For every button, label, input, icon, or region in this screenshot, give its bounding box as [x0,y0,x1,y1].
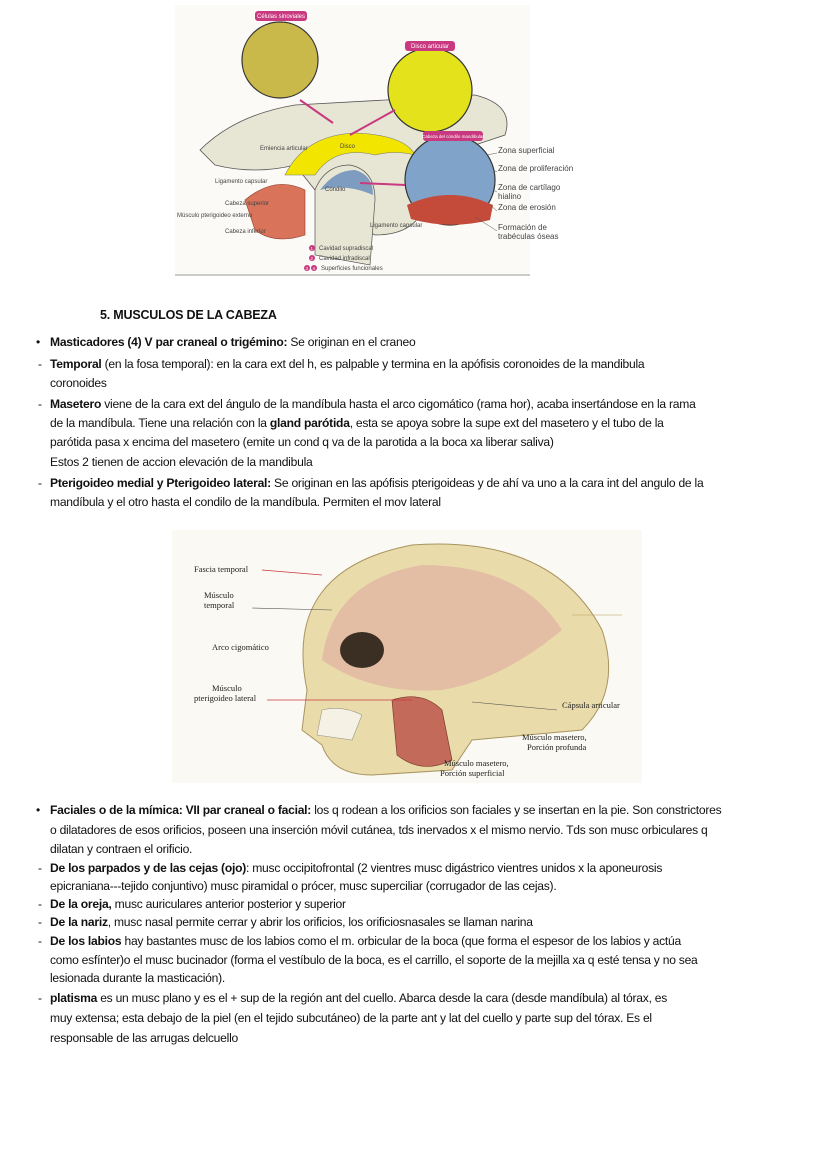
text-line [50,356,644,372]
text-line [50,475,703,491]
circle-label: Cabeza del cóndilo mandibular [422,134,484,139]
legend-number: 1 [310,246,314,251]
label-eminencia: Emiencia articular [260,146,308,152]
text-line [50,933,681,949]
text-line [50,914,533,930]
text-segment: viene de la cara ext del ángulo de la mandíbula hasta el arco cigomático (rama hor), acaba insertándose en la rama [101,397,696,411]
dash-marker: - [38,915,42,929]
label-masetero-superficial: Músculo masetero, [444,758,509,768]
legend-item: Cavidad supradiscal [319,246,374,252]
label-masetero-profunda: Músculo masetero, [522,732,587,742]
text-line [50,878,556,894]
text-line [50,1030,238,1046]
text-line [50,860,662,876]
text-segment: o dilatadores de esos orificios, poseen una inserción móvil cutánea, tds inervados x el mismo nervio. Tds son musc orbiculares q [50,823,708,837]
dash-marker: - [38,991,42,1005]
bullet-marker: • [36,803,41,817]
label-zona-superficial: Zona superficial [498,146,555,155]
label-zona-cartilago-hialino: Zona de cartílago hialino [498,183,561,201]
dash-marker: - [38,357,42,371]
label-formacion-trabeculas: Formación de trabéculas óseas [498,223,559,241]
text-line [50,334,415,350]
bold-term: Pterigoideo medial y Pterigoideo lateral: [50,476,271,490]
text-segment: es un musc plano y es el + sup de la región ant del cuello. Abarca desde la cara (desde mandíbula) al tórax, es [97,991,668,1005]
label-cabeza-superior: Cabeza superior [225,201,270,207]
text-segment: , esta se apoya sobre la supe ext del masetero y el tubo de la [349,416,664,430]
bold-term: Faciales o de la mímica: VII par craneal o facial: [50,803,312,817]
bold-term: Masticadores (4) V par craneal o trigémino: [50,335,288,349]
text-line [50,841,192,857]
text-segment: epicraniana---tejido conjuntivo) musc piramidal o prócer, musc superciliar (corrugador de las cejas). [50,879,557,893]
dash-marker: - [38,934,42,948]
text-segment: Se originan en el craneo [287,335,416,349]
dash-marker: - [38,476,42,490]
text-line [50,970,225,986]
text-line [50,494,441,510]
label-zona-proliferacion: Zona de proliferación [498,164,574,173]
text-line [50,396,696,412]
legend-item: Superficies funcionales [321,266,383,272]
text-line [50,990,667,1006]
label-pterigoideo-lateral: Músculo [212,683,242,693]
label-masetero-superficial: Porción superficial [440,768,505,778]
bold-term: gland parótida [269,416,350,430]
text-segment: lesionada durante la masticación). [50,971,226,985]
label-condilo: Cóndilo [325,187,346,193]
label-pterigoideo-lateral: pterigoideo lateral [194,693,257,703]
text-line [50,952,698,968]
text-segment: como esfínter)o el musc bucinador (forma el vestíbulo de la boca, es el carrillo, el soporte de la mejilla xa q esté tensa y no sea [50,953,698,967]
dash-marker: - [38,897,42,911]
dash-marker: - [38,861,42,875]
text-segment: de la mandíbula. Tiene una relación con la [50,416,270,430]
bold-term: De los labios [50,934,122,948]
text-segment: muy extensa; esta debajo de la piel (en el tejido subcutáneo) de la parte ant y lat del cuello y parte sup del tórax. Es el [50,1011,652,1025]
text-segment: , musc nasal permite cerrar y abrir los orificios, los orificiosnasales se llaman narina [107,915,533,929]
text-line [50,375,107,391]
label-musculo-temporal: Músculo [204,590,234,600]
text-line [50,415,664,431]
text-segment: responsable de las arrugas delcuello [50,1031,238,1045]
text-segment: parótida pasa x encima del masetero (emite un cond q va de la parotida a la boca xa liberar saliva) [50,435,554,449]
legend-number: 3 [305,266,309,271]
label-ligamento: Ligamento capsular [215,179,268,185]
text-line [50,1010,652,1026]
text-line [50,434,554,450]
text-segment: mandíbula y el otro hasta el condilo de la mandíbula. Permiten el mov lateral [50,495,441,509]
bold-term: De los parpados y de las cejas (ojo) [50,861,246,875]
articular-disc-circle [388,48,472,132]
label-masetero-profunda: Porción profunda [527,742,587,752]
legend-number: 2 [310,256,314,261]
text-segment: : musc occipitofrontal (2 vientres musc digástrico vientres unidos x la aponeurosis [246,861,663,875]
bold-term: De la nariz [50,915,108,929]
text-line [50,896,346,912]
label-musculo: Músculo pterigoideo externo [177,213,253,219]
label-ligamento: Ligamento capsular [370,223,423,229]
legend-item: Cavidad infradiscal [319,256,370,262]
bullet-marker: • [36,335,41,349]
text-segment: coronoides [50,376,107,390]
label-fascia-temporal: Fascia temporal [194,564,249,574]
text-segment: Estos 2 tienen de accion elevación de la mandibula [50,455,313,469]
bold-term: platisma [50,991,98,1005]
text-segment: dilatan y contraen el orificio. [50,842,193,856]
label-arco-cigomatico: Arco cigomático [212,642,269,652]
label-musculo-temporal: temporal [204,600,235,610]
text-segment: (en la fosa temporal): en la cara ext del h, es palpable y termina en la apófisis coronoides de la mandibula [101,357,645,371]
section-heading: 5. MUSCULOS DE LA CABEZA [100,308,277,322]
label-disco: Disco [340,144,356,150]
circle-label: Células sinoviales [256,14,306,20]
synovial-cells-circle [242,22,318,98]
label-cabeza-inferior: Cabeza inferior [225,229,266,235]
text-segment: los q rodean a los orificios son faciales y se insertan en la pie. Son constrictores [311,803,722,817]
label-capsula-articular: Cápsula articular [562,700,620,710]
skull-muscles-figure [172,530,642,783]
text-segment: musc auriculares anterior posterior y superior [111,897,346,911]
bold-term: Masetero [50,397,102,411]
text-segment: Se originan en las apófisis pterigoideas y de ahí va uno a la cara int del angulo de la [270,476,704,490]
label-zona-erosion: Zona de erosión [498,203,556,212]
dash-marker: - [38,397,42,411]
text-line [50,802,721,818]
bold-term: Temporal [50,357,102,371]
tmj-joint-diagram [175,5,530,277]
circle-label: Disco articular [410,44,450,50]
text-line [50,454,312,470]
text-line [50,822,707,838]
text-segment: hay bastantes musc de los labios como el m. orbicular de la boca (que forma el espesor de los labios y actúa [121,934,681,948]
legend-number: 4 [312,266,316,271]
bold-term: De la oreja, [50,897,112,911]
